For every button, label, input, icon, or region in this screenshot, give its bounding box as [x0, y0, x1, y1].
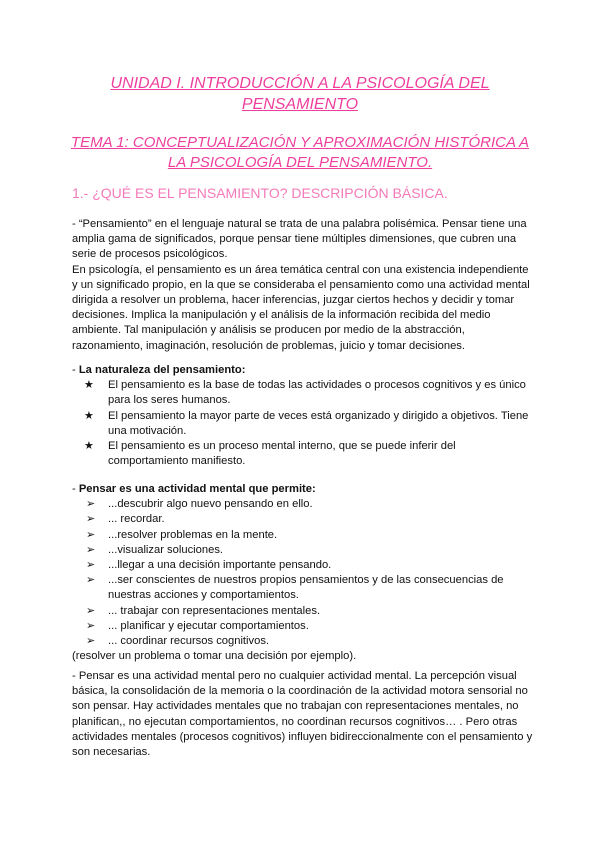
list-item [72, 558, 534, 573]
arrow-bullet-icon: ➢ [86, 635, 96, 648]
arrow-bullet-icon: ➢ [86, 513, 96, 526]
list-item-text: ...visualizar soluciones. [108, 543, 224, 556]
list-item-text: ...descubrir algo nuevo pensando en ello. [108, 498, 313, 511]
list-item-text: El pensamiento es un proceso mental interno, que se puede inferir del comportamiento manifiesto. [108, 440, 456, 468]
closing-paragraph: - Pensar es una actividad mental pero no cualquier actividad mental. La percepción visual básica, la consolidación de la memoria o la coordinación de la actividad motora sensorial no son pensar. Hay actividades mentales que no trabajan con representaciones mentales, no planifican,, no ejecutan comportamientos, no coordinan recursos cognitivos… . Pero otras actividades mentales (procesos cognitivos) influyen bidireccionalmente con el pensamiento y son necesarias. [72, 670, 533, 759]
arrow-bullet-icon: ➢ [86, 543, 96, 556]
intro-paragraph-1: - “Pensamiento” en el lenguaje natural se trata de una palabra polisémica. Pensar tiene una amplia gama de significados, porque pensar tiene múltiples dimensiones, que cubren una serie de procesos psicológicos. [72, 218, 527, 261]
list-item [72, 619, 534, 634]
list-item [72, 543, 534, 558]
list-item [72, 604, 534, 619]
nature-heading-text: La naturaleza del pensamiento: [78, 364, 246, 376]
list-item-text: ...resolver problemas en la mente. [108, 528, 278, 541]
arrow-bullet-icon: ➢ [86, 604, 96, 617]
activity-heading-text: Pensar es una actividad mental que permite: [78, 483, 316, 495]
arrow-bullet-icon: ➢ [86, 528, 96, 541]
activity-note: (resolver un problema o tomar una decisión por ejemplo). [72, 650, 357, 663]
star-bullet-icon: ★ [84, 379, 94, 392]
list-item [72, 634, 534, 649]
arrow-bullet-icon: ➢ [86, 619, 96, 632]
list-item-text: El pensamiento es la base de todas las actividades o procesos cognitivos y es único para los seres humanos. [108, 379, 526, 407]
list-item [72, 573, 534, 603]
nature-heading [72, 363, 534, 378]
list-item [72, 378, 534, 408]
unit-title: UNIDAD I. INTRODUCCIÓN A LA PSICOLOGÍA DEL PENSAMIENTO [110, 75, 490, 113]
arrow-bullet-icon: ➢ [86, 559, 96, 572]
star-bullet-icon: ★ [84, 409, 94, 422]
list-item [72, 497, 534, 512]
arrow-bullet-icon: ➢ [86, 574, 96, 587]
list-item-text: ...llegar a una decisión importante pensando. [108, 559, 332, 572]
activity-heading [72, 482, 534, 497]
closing-section [72, 669, 534, 760]
activity-list [72, 497, 534, 649]
intro-paragraph-2: En psicología, el pensamiento es un área temática central con una existencia independiente y un significado propio, en la que se consideraba el pensamiento como una actividad mental dirigida a resolver un problema, hacer inferencias, juzgar ciertos hechos y decidir y tomar decisiones. Implica la manipulación y el análisis de la información recibida del medio ambiente. Tal manipulación y análisis se producen por medio de la abstracción, razonamiento, imaginación, resolución de problemas, juicio y tomar decisiones. [72, 263, 530, 352]
list-item [72, 439, 534, 469]
list-item-text: ... coordinar recursos cognitivos. [108, 635, 270, 648]
list-item [72, 528, 534, 543]
list-item-text: ...ser conscientes de nuestros propios pensamientos y de las consecuencias de nuestras acciones y comportamientos. [108, 574, 504, 602]
star-bullet-icon: ★ [84, 440, 94, 453]
section-heading: 1.- ¿QUÉ ES EL PENSAMIENTO? DESCRIPCIÓN BÁSICA. [72, 185, 448, 201]
list-item-text: ... recordar. [108, 513, 165, 526]
list-item [72, 409, 534, 439]
list-item-text: ... planificar y ejecutar comportamientos. [108, 619, 309, 632]
topic-title: TEMA 1: CONCEPTUALIZACIÓN Y APROXIMACIÓN HISTÓRICA A LA PSICOLOGÍA DEL PENSAMIENTO. [70, 134, 530, 171]
activity-section [72, 482, 534, 664]
list-item-text: ... trabajar con representaciones mentales. [108, 604, 321, 617]
dash-prefix: - [72, 364, 79, 376]
list-item-text: El pensamiento la mayor parte de veces está organizado y dirigido a objetivos. Tiene una motivación. [108, 409, 529, 437]
dash-prefix: - [72, 483, 79, 495]
arrow-bullet-icon: ➢ [86, 498, 96, 511]
list-item [72, 512, 534, 527]
nature-list [72, 378, 534, 469]
nature-section [72, 363, 534, 469]
intro-section [72, 217, 534, 354]
